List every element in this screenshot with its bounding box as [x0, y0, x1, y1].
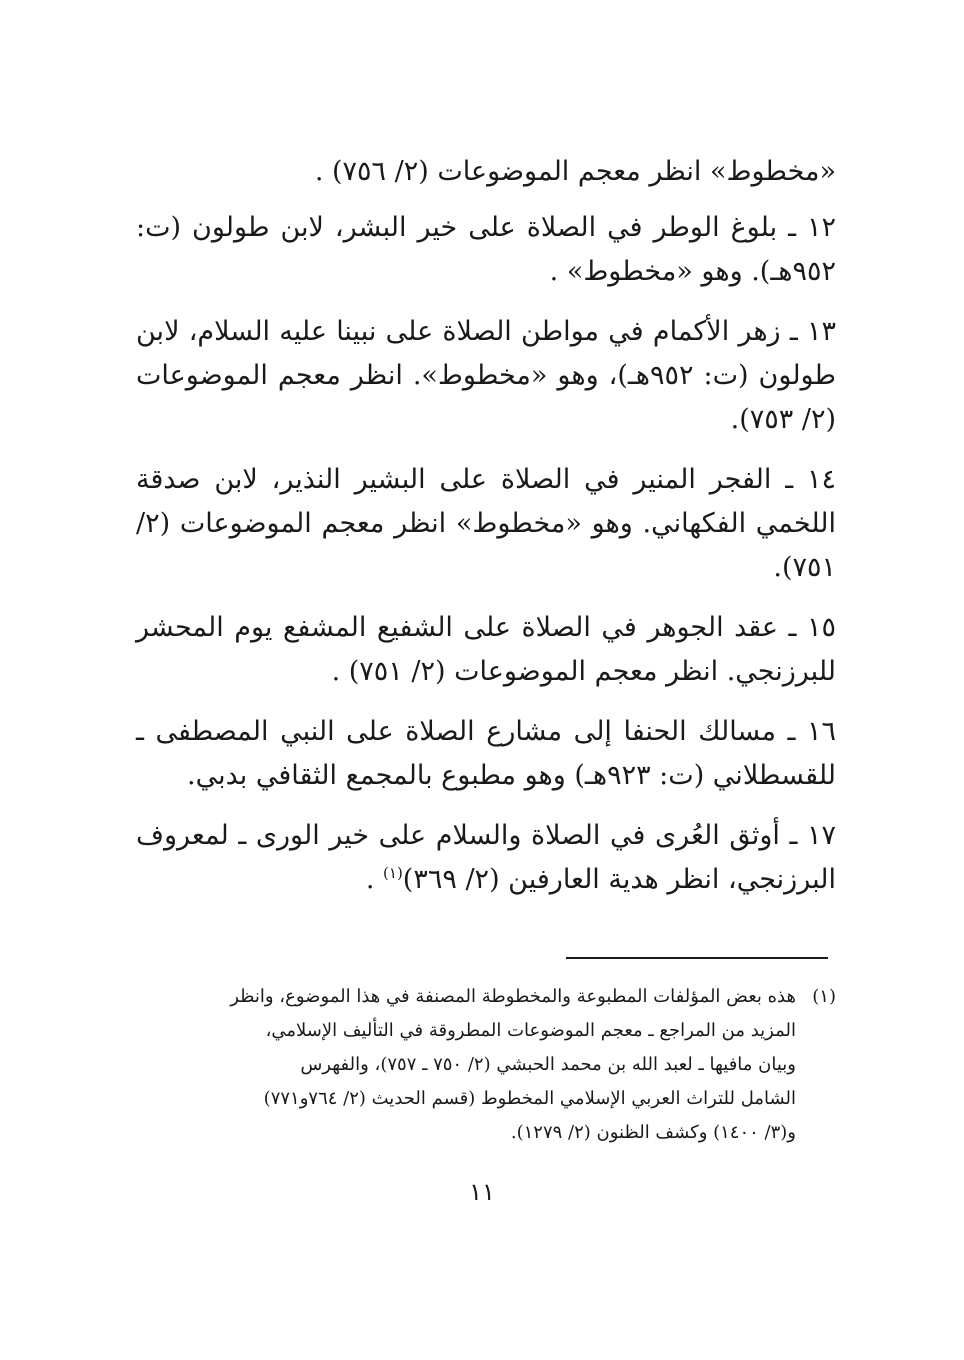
entry-14: ١٤ ـ الفجر المنير في الصلاة على البشير النذير، لابن صدقة اللخمي الفكهاني. وهو «مخطوط» انظر معجم الموضوعات (٢/ ٧٥١).	[136, 464, 836, 583]
footnotes	[136, 980, 836, 1150]
footnote-reference: (١)	[383, 864, 403, 882]
entry-12: ١٢ ـ بلوغ الوطر في الصلاة على خير البشر، لابن طولون (ت: ٩٥٢هـ). وهو «مخطوط» .	[136, 212, 836, 287]
footnote-line: و(٣/ ١٤٠٠) وكشف الظنون (٢/ ١٢٧٩).	[510, 1122, 796, 1143]
entry-17-tail: .	[365, 864, 384, 895]
entry-17	[136, 814, 836, 902]
footnote-marker: (١)	[812, 986, 836, 1007]
footnote-line: الشامل للتراث العربي الإسلامي المخطوط (قسم الحديث (٢/ ٧٦٤و٧٧١)	[263, 1088, 796, 1109]
footnote-line: وبيان مافيها ـ لعبد الله بن محمد الحبشي (٢/ ٧٥٠ ـ ٧٥٧)، والفهرس	[300, 1054, 796, 1075]
entry-17-text: ١٧ ـ أوثق العُرى في الصلاة والسلام على خير الورى ـ لمعروف البرزنجي، انظر هدية العارفين (٢/ ٣٦٩)	[136, 820, 836, 895]
entry-13: ١٣ ـ زهر الأكمام في مواطن الصلاة على نبينا عليه السلام، لابن طولون (ت: ٩٥٢هـ)، وهو «مخطوط». انظر معجم الموضوعات (٢/ ٧٥٣).	[136, 316, 836, 435]
footnote-separator	[566, 957, 828, 959]
page-number: ١١	[469, 1178, 495, 1206]
entry-16: ١٦ ـ مسالك الحنفا إلى مشارع الصلاة على النبي المصطفى ـ للقسطلاني (ت: ٩٢٣هـ) وهو مطبوع بالمجمع الثقافي بدبي.	[136, 716, 836, 791]
entry-continuation: «مخطوط» انظر معجم الموضوعات (٢/ ٧٥٦) .	[314, 156, 836, 187]
footnote-1	[136, 980, 836, 1150]
footnote-line: هذه بعض المؤلفات المطبوعة والمخطوطة المصنفة في هذا الموضوع، وانظر	[230, 986, 796, 1007]
main-text	[136, 150, 836, 918]
entry-15: ١٥ ـ عقد الجوهر في الصلاة على الشفيع المشفع يوم المحشر للبرزنجي. انظر معجم الموضوعات (٢/ ٧٥١) .	[136, 612, 836, 687]
footnote-body	[136, 980, 796, 1150]
footnote-line: المزيد من المراجع ـ معجم الموضوعات المطروقة في التأليف الإسلامي،	[265, 1020, 796, 1041]
